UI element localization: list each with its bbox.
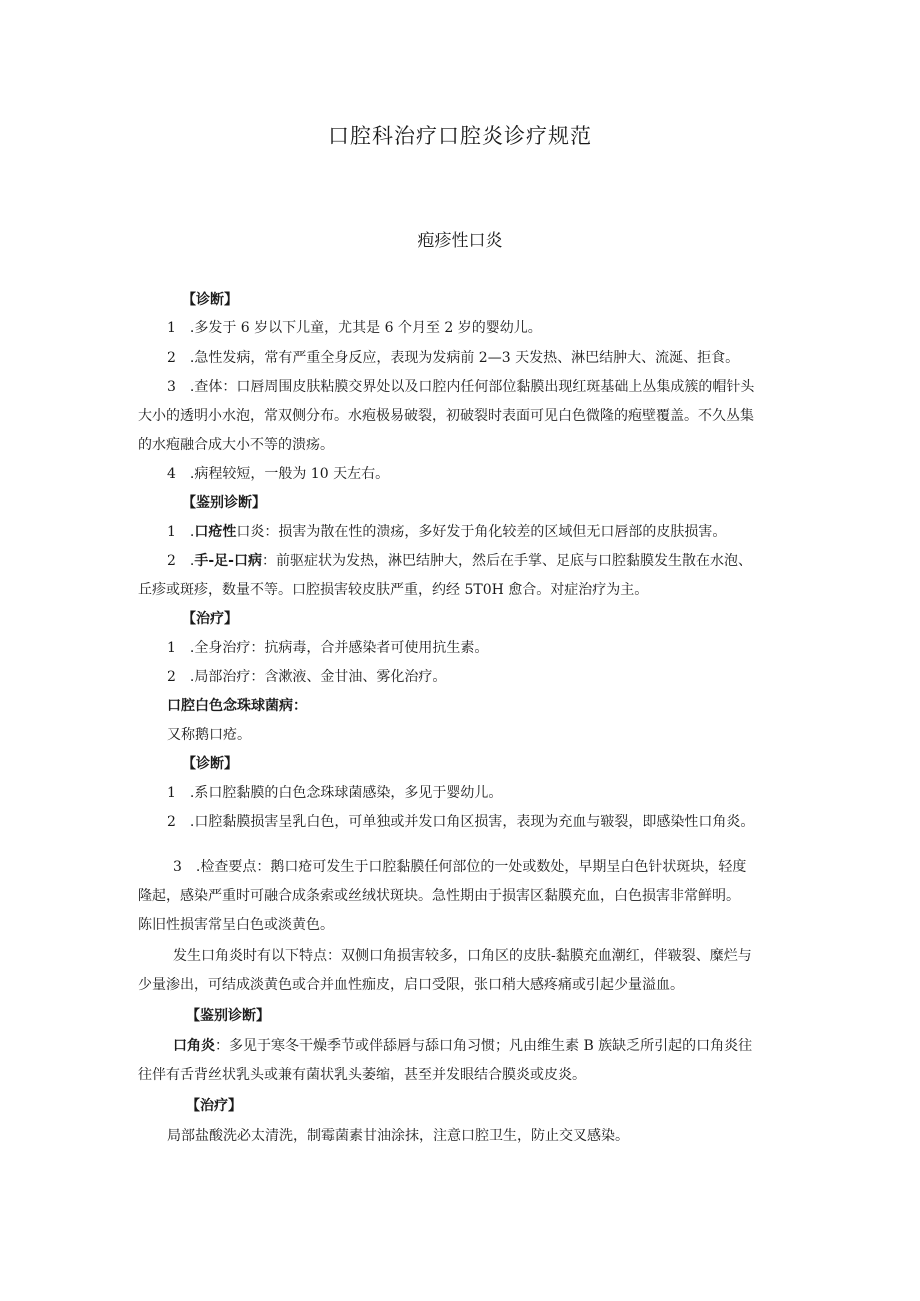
list-number: 1 . xyxy=(167,524,195,540)
paragraph: 3 .查体：口唇周围皮肤粘膜交界处以及口腔内任何部位黏膜出现红斑基础上丛集成簇的帽针头 xyxy=(167,379,755,395)
paragraph-text: ：前驱症状为发热，淋巴结肿大，然后在手掌、足底与口腔黏膜发生散在水泡、 xyxy=(261,553,752,569)
paragraph: 2 .口腔黏膜损害呈乳白色，可单独或并发口角区损害，表现为充血与皲裂，即感染性口角炎。 xyxy=(167,814,755,830)
section-title: 疱疹性口炎 xyxy=(417,231,503,251)
differential-heading: 【鉴别诊断】 xyxy=(182,495,266,511)
paragraph: 少量渗出，可结成淡黄色或合并血性痂皮，启口受限，张口稍大感疼痛或引起少量溢血。 xyxy=(138,977,684,993)
list-number: 2 . xyxy=(167,553,195,569)
paragraph: 又称鹅口疮。 xyxy=(167,727,251,743)
diagnosis-heading: 【诊断】 xyxy=(182,292,238,308)
paragraph: 1 .多发于 6 岁以下儿童，尤其是 6 个月至 2 岁的婴幼儿。 xyxy=(167,320,542,336)
bold-term: 口疮性 xyxy=(194,524,237,540)
paragraph: 往伴有舌背丝状乳头或兼有菌状乳头萎缩，甚至并发眼结合膜炎或皮炎。 xyxy=(138,1067,586,1083)
paragraph: 4 .病程较短，一般为 10 天左右。 xyxy=(167,466,390,482)
paragraph: 3 .检查要点：鹅口疮可发生于口腔黏膜任何部位的一处或数处，早期呈白色针状斑块，轻度 xyxy=(173,859,747,875)
paragraph: 隆起，感染严重时可融合成条索或丝绒状斑块。急性期由于损害区黏膜充血，白色损害非常鲜明。 xyxy=(138,888,740,904)
treatment-heading: 【治疗】 xyxy=(186,1098,242,1114)
bold-term: 手-足-口病 xyxy=(194,553,262,569)
paragraph: 1 .全身治疗：抗病毒，合并感染者可使用抗生素。 xyxy=(167,640,489,656)
paragraph: 局部盐酸洗必太清洗，制霉菌素甘油涂抹，注意口腔卫生，防止交叉感染。 xyxy=(167,1128,629,1144)
paragraph: 发生口角炎时有以下特点：双侧口角损害较多，口角区的皮肤-黏膜充血潮红，伴皲裂、糜烂与 xyxy=(173,948,752,964)
section-heading: 口腔白色念珠球菌病： xyxy=(167,698,307,714)
diagnosis-heading: 【诊断】 xyxy=(182,756,238,772)
treatment-heading: 【治疗】 xyxy=(182,611,238,627)
differential-heading: 【鉴别诊断】 xyxy=(186,1008,270,1024)
paragraph: 2 .急性发病，常有严重全身反应，表现为发病前 2—3 天发热、淋巴结肿大、流涎、拒食。 xyxy=(167,350,740,366)
paragraph: 2 .局部治疗：含漱液、金甘油、雾化治疗。 xyxy=(167,669,447,685)
paragraph: 的水疱融合成大小不等的溃疡。 xyxy=(138,437,334,453)
paragraph: 丘疹或斑疹，数量不等。口腔损害较皮肤严重，约经 5T0H 愈合。对症治疗为主。 xyxy=(138,582,649,598)
document-title: 口腔科治疗口腔炎诊疗规范 xyxy=(328,124,592,148)
paragraph xyxy=(167,551,752,571)
paragraph-text: 口炎：损害为散在性的溃疡，多好发于角化较差的区域但无口唇部的皮肤损害。 xyxy=(236,524,727,540)
bold-term: 口角炎 xyxy=(173,1038,215,1054)
paragraph: 陈旧性损害常呈白色或淡黄色。 xyxy=(138,917,334,933)
paragraph xyxy=(167,522,726,542)
paragraph xyxy=(173,1036,752,1056)
paragraph: 1 .系口腔黏膜的白色念珠球菌感染，多见于婴幼儿。 xyxy=(167,785,503,801)
paragraph-text: ：多见于寒冬干燥季节或伴舔唇与舔口角习惯；凡由维生素 B 族缺乏所引起的口角炎往 xyxy=(215,1038,753,1054)
paragraph: 大小的透明小水泡，常双侧分布。水疱极易破裂，初破裂时表面可见白色微隆的疱壁覆盖。不久丛集 xyxy=(138,408,754,424)
